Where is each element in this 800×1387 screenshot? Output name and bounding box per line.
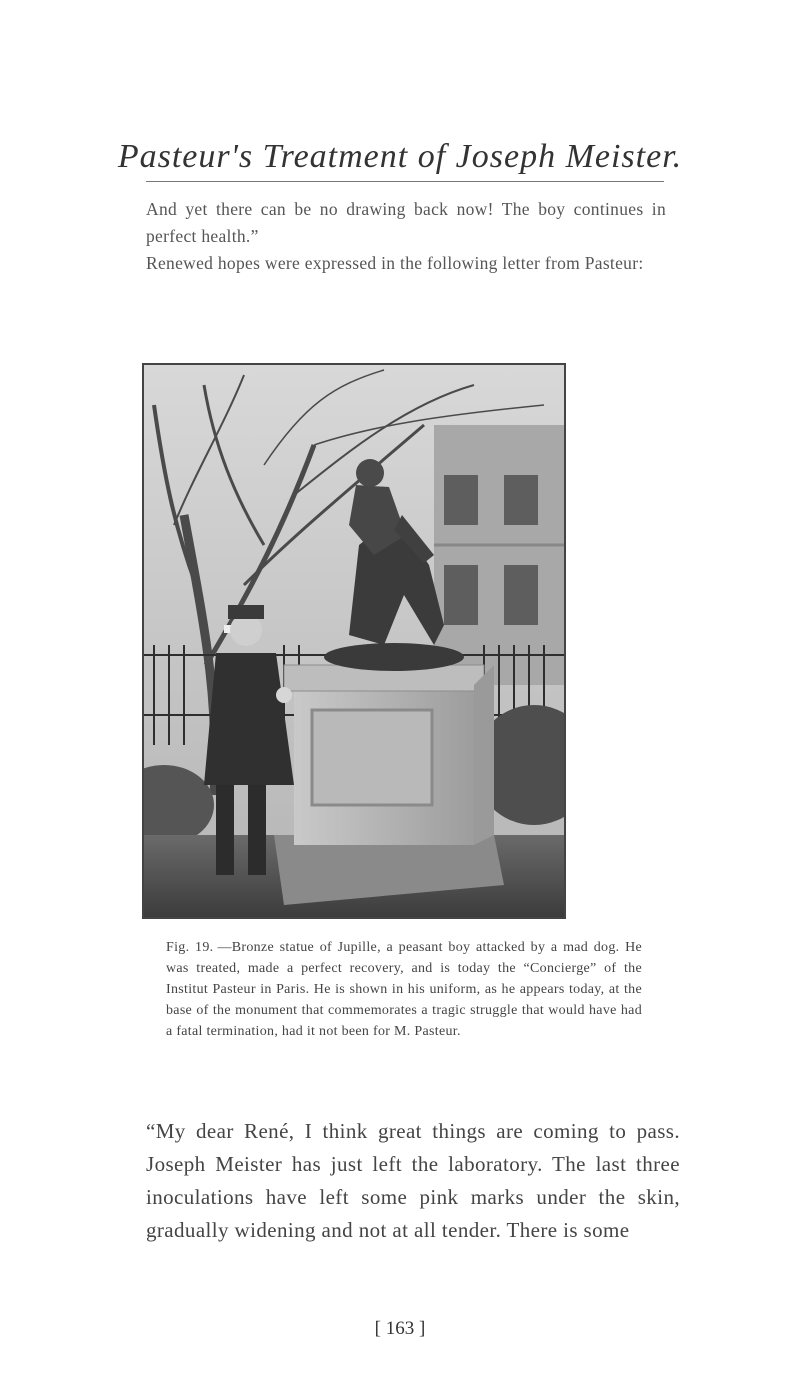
paragraph-2: Renewed hopes were expressed in the following letter from Pasteur: (146, 253, 644, 273)
monument-pedestal (274, 665, 504, 905)
running-head: Pasteur's Treatment of Joseph Meister. (117, 138, 683, 175)
figure-label: Fig. 19. (166, 940, 214, 955)
page-number: [ 163 ] (374, 1318, 426, 1339)
statue-photo-illustration (144, 365, 564, 917)
header-rule (146, 181, 664, 182)
figure-caption-text: —Bronze statue of Jupille, a peasant boy attacked by a mad dog. He was treated, made a perfect recovery, and is today the “Concierge” of the Institut Pasteur in Paris. He is shown in his uniform, as he appears today, at the base of the monument that commemorates a tragic struggle that would have had a fatal termination, had it not been for M. Pasteur. (166, 940, 642, 1039)
figure-photograph (142, 363, 566, 919)
paragraph-1: And yet there can be no drawing back now! The boy continues in perfect health.” (146, 199, 666, 246)
letter-paragraph: “My dear René, I think great things are coming to pass. Joseph Meister has just left the laboratory. The last three inoculations have left some pink marks under the skin, gradually widening and not at all tender. There is some (146, 1119, 680, 1242)
figure-caption (166, 937, 642, 1042)
